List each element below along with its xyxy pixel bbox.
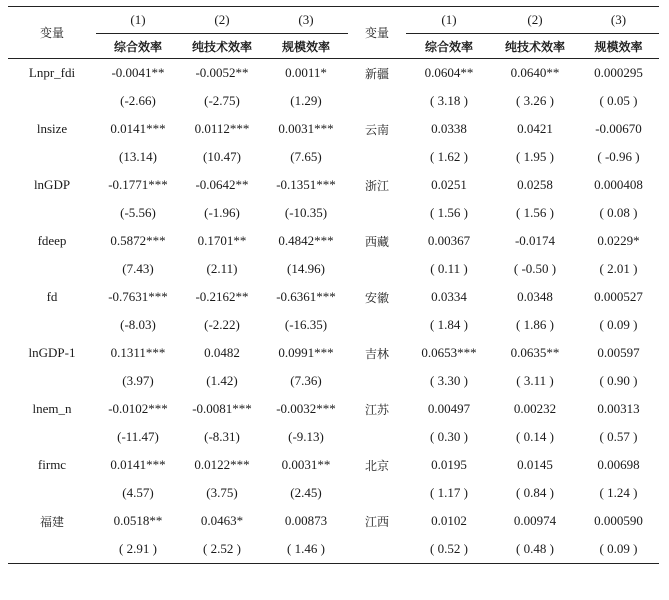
right-variable-name: 江苏 [364, 402, 389, 417]
table-row-t-statistics [8, 311, 659, 339]
table-row-coefficients [8, 59, 659, 88]
left-coefficient-cell: -0.0081*** [192, 401, 252, 416]
right-t-statistic-cell: ( 1.17 ) [430, 485, 468, 500]
left-t-statistic-cell: (-2.22) [204, 317, 240, 332]
left-column-number-3: (3) [264, 7, 348, 34]
left-t-statistic-cell: (-10.35) [284, 205, 328, 220]
left-coefficient-cell: 0.4842*** [278, 233, 334, 248]
right-column-number-2: (2) [492, 7, 578, 34]
left-t-statistic-cell: (-11.47) [117, 429, 159, 444]
left-column-title-1: 综合效率 [96, 34, 180, 59]
left-t-statistic-cell: (1.29) [290, 93, 322, 108]
table-row-t-statistics [8, 479, 659, 507]
left-t-statistic-cell: (-1.96) [204, 205, 240, 220]
table-row-t-statistics [8, 255, 659, 283]
blank-cell [8, 311, 96, 339]
left-t-statistic-cell: (2.45) [290, 485, 322, 500]
left-coefficient-cell: -0.0032*** [276, 401, 336, 416]
right-column-number-3: (3) [578, 7, 659, 34]
right-t-statistic-cell: ( 1.95 ) [516, 149, 554, 164]
left-t-statistic-cell: (-2.66) [120, 93, 156, 108]
header-row-column-numbers [8, 7, 659, 34]
right-coefficient-cell: 0.0195 [431, 457, 467, 472]
right-t-statistic-cell: ( 3.11 ) [516, 373, 554, 388]
left-coefficient-cell: 0.0122*** [194, 457, 250, 472]
right-coefficient-cell: 0.0102 [431, 513, 467, 528]
left-coefficient-cell: 0.0141*** [110, 457, 166, 472]
blank-cell [348, 143, 406, 171]
blank-cell [348, 311, 406, 339]
blank-cell [348, 535, 406, 564]
right-coefficient-cell: 0.0338 [431, 121, 467, 136]
left-t-statistic-cell: ( 1.46 ) [264, 535, 348, 564]
right-coefficient-cell: 0.00974 [513, 513, 557, 528]
left-variable-name: lnGDP [33, 177, 71, 192]
right-t-statistic-cell: ( -0.50 ) [513, 261, 557, 276]
left-t-statistic-cell: (2.11) [206, 261, 238, 276]
right-column-title-1: 综合效率 [406, 34, 492, 59]
blank-cell [8, 255, 96, 283]
right-column-title-2: 纯技术效率 [492, 34, 578, 59]
right-t-statistic-cell: ( 0.05 ) [599, 93, 638, 108]
right-variable-name: 江西 [364, 514, 389, 529]
right-coefficient-cell: 0.0653*** [421, 345, 477, 360]
right-t-statistic-cell: ( 0.57 ) [599, 429, 638, 444]
left-coefficient-cell: 0.0991*** [278, 345, 334, 360]
blank-cell [8, 423, 96, 451]
right-t-statistic-cell: ( 0.90 ) [599, 373, 638, 388]
table-row-t-statistics [8, 367, 659, 395]
right-coefficient-cell: 0.0640** [510, 65, 560, 80]
right-t-statistic-cell: ( 1.86 ) [516, 317, 554, 332]
blank-cell [8, 479, 96, 507]
left-variable-name: fdeep [37, 233, 67, 248]
left-coefficient-cell: 0.0011* [285, 65, 327, 80]
table-row-t-statistics [8, 423, 659, 451]
table-row-coefficients [8, 283, 659, 311]
left-coefficient-cell: 0.0482 [204, 345, 240, 360]
right-coefficient-cell: 0.0145 [517, 457, 553, 472]
right-t-statistic-cell: ( 0.30 ) [430, 429, 468, 444]
left-coefficient-cell: -0.1771*** [108, 177, 168, 192]
right-coefficient-cell: -0.0174 [514, 233, 556, 248]
right-coefficient-cell: 0.0348 [517, 289, 553, 304]
left-coefficient-cell: 0.0463* [200, 513, 244, 528]
right-coefficient-cell: 0.00367 [427, 233, 471, 248]
left-column-number-1: (1) [96, 7, 180, 34]
right-t-statistic-cell: ( 1.62 ) [430, 149, 468, 164]
right-coefficient-cell: 0.00313 [597, 401, 640, 416]
right-variable-name: 安徽 [364, 290, 389, 305]
left-variable-name: 福建 [39, 514, 64, 529]
table-row-t-statistics [8, 535, 659, 564]
right-coefficient-cell: 0.0229* [597, 233, 640, 248]
regression-results-table [8, 6, 659, 564]
blank-cell [8, 87, 96, 115]
right-coefficient-cell: 0.0421 [517, 121, 553, 136]
left-column-title-3: 规模效率 [264, 34, 348, 59]
right-t-statistic-cell: ( 3.18 ) [430, 93, 468, 108]
left-coefficient-cell: -0.0102*** [108, 401, 168, 416]
blank-cell [348, 479, 406, 507]
left-variable-name: lnGDP-1 [28, 345, 76, 360]
blank-cell [8, 367, 96, 395]
left-coefficient-cell: 0.1701** [197, 233, 247, 248]
table-row-coefficients [8, 227, 659, 255]
blank-cell [348, 255, 406, 283]
blank-cell [348, 367, 406, 395]
right-t-statistic-cell: ( 2.01 ) [599, 261, 638, 276]
left-coefficient-cell: 0.0031*** [278, 121, 334, 136]
right-variable-name: 吉林 [364, 346, 389, 361]
left-t-statistic-cell: (7.43) [122, 261, 154, 276]
table-row-coefficients [8, 115, 659, 143]
left-coefficient-cell: 0.0518** [113, 513, 163, 528]
right-t-statistic-cell: ( 1.56 ) [516, 205, 554, 220]
blank-cell [348, 87, 406, 115]
left-column-number-2: (2) [180, 7, 264, 34]
right-variable-name: 云南 [364, 122, 389, 137]
blank-cell [348, 423, 406, 451]
right-coefficient-cell: 0.0334 [431, 289, 467, 304]
left-t-statistic-cell: (7.65) [290, 149, 322, 164]
right-coefficient-cell: 0.0604** [424, 65, 474, 80]
right-variable-name: 新疆 [364, 66, 389, 81]
right-coefficient-cell: 0.00597 [597, 345, 640, 360]
table-row-coefficients [8, 451, 659, 479]
right-t-statistic-cell: ( 0.09 ) [578, 535, 659, 564]
left-coefficient-cell: 0.0141*** [110, 121, 166, 136]
left-t-statistic-cell: (1.42) [206, 373, 238, 388]
right-coefficient-cell: 0.00232 [513, 401, 557, 416]
right-t-statistic-cell: ( 1.24 ) [599, 485, 638, 500]
right-t-statistic-cell: ( 0.14 ) [516, 429, 554, 444]
right-t-statistic-cell: ( 0.09 ) [599, 317, 638, 332]
left-t-statistic-cell: (-8.03) [120, 317, 156, 332]
left-coefficient-cell: 0.5872*** [110, 233, 166, 248]
right-coefficient-cell: 0.0258 [517, 177, 553, 192]
right-t-statistic-cell: ( 1.56 ) [430, 205, 468, 220]
left-coefficient-cell: -0.7631*** [108, 289, 168, 304]
right-coefficient-cell: 0.00698 [597, 457, 640, 472]
left-t-statistic-cell: (3.75) [206, 485, 238, 500]
left-variable-name: Lnpr_fdi [28, 65, 76, 80]
right-t-statistic-cell: ( 3.30 ) [430, 373, 468, 388]
right-coefficient-cell: -0.00670 [595, 121, 642, 136]
right-coefficient-cell: 0.0635** [510, 345, 560, 360]
left-t-statistic-cell: (3.97) [122, 373, 154, 388]
left-t-statistic-cell: (-2.75) [204, 93, 240, 108]
header-row-column-titles [8, 34, 659, 59]
left-coefficient-cell: -0.6361*** [276, 289, 336, 304]
left-coefficient-cell: 0.1311*** [110, 345, 166, 360]
left-t-statistic-cell: (13.14) [119, 149, 157, 164]
left-variable-name: lnsize [36, 121, 68, 136]
blank-cell [8, 199, 96, 227]
table-row-t-statistics [8, 143, 659, 171]
right-coefficient-cell: 0.000590 [594, 513, 643, 528]
right-t-statistic-cell: ( -0.96 ) [597, 149, 640, 164]
left-t-statistic-cell: (4.57) [122, 485, 154, 500]
blank-cell [348, 199, 406, 227]
left-t-statistic-cell: (14.96) [287, 261, 325, 276]
left-column-title-2: 纯技术效率 [180, 34, 264, 59]
right-variable-name: 西藏 [364, 234, 389, 249]
table-row-t-statistics [8, 199, 659, 227]
left-coefficient-cell: -0.0041** [111, 65, 165, 80]
table-row-coefficients [8, 171, 659, 199]
right-variable-name: 北京 [364, 458, 389, 473]
left-coefficient-cell: -0.1351*** [276, 177, 336, 192]
left-variable-name: firmc [37, 457, 67, 472]
right-coefficient-cell: 0.000527 [594, 289, 643, 304]
left-coefficient-cell: -0.2162** [195, 289, 249, 304]
right-t-statistic-cell: ( 0.52 ) [406, 535, 492, 564]
left-variable-header: 变量 [8, 7, 96, 59]
table-row-coefficients [8, 507, 659, 535]
left-coefficient-cell: 0.0112*** [194, 121, 250, 136]
right-coefficient-cell: 0.000408 [594, 177, 643, 192]
left-variable-name: lnem_n [32, 401, 72, 416]
right-column-number-1: (1) [406, 7, 492, 34]
table-row-coefficients [8, 339, 659, 367]
right-coefficient-cell: 0.0251 [431, 177, 467, 192]
left-coefficient-cell: -0.0052** [195, 65, 249, 80]
left-t-statistic-cell: (10.47) [203, 149, 241, 164]
right-t-statistic-cell: ( 0.48 ) [492, 535, 578, 564]
left-t-statistic-cell: (-16.35) [284, 317, 328, 332]
right-column-title-3: 规模效率 [578, 34, 659, 59]
left-coefficient-cell: 0.00873 [284, 513, 328, 528]
right-coefficient-cell: 0.000295 [594, 65, 643, 80]
right-t-statistic-cell: ( 3.26 ) [516, 93, 554, 108]
left-t-statistic-cell: (-5.56) [120, 205, 156, 220]
left-t-statistic-cell: (-9.13) [288, 429, 324, 444]
right-coefficient-cell: 0.00497 [427, 401, 471, 416]
right-variable-header: 变量 [348, 7, 406, 59]
left-t-statistic-cell: ( 2.91 ) [96, 535, 180, 564]
right-variable-name: 浙江 [364, 178, 389, 193]
right-t-statistic-cell: ( 1.84 ) [430, 317, 468, 332]
left-t-statistic-cell: ( 2.52 ) [180, 535, 264, 564]
right-t-statistic-cell: ( 0.84 ) [516, 485, 554, 500]
left-t-statistic-cell: (7.36) [290, 373, 322, 388]
left-coefficient-cell: 0.0031** [281, 457, 331, 472]
right-t-statistic-cell: ( 0.11 ) [430, 261, 468, 276]
left-variable-name: fd [46, 289, 58, 304]
left-coefficient-cell: -0.0642** [195, 177, 249, 192]
table-row-t-statistics [8, 87, 659, 115]
left-t-statistic-cell: (-8.31) [204, 429, 240, 444]
table-body [8, 59, 659, 564]
blank-cell [8, 535, 96, 564]
blank-cell [8, 143, 96, 171]
right-t-statistic-cell: ( 0.08 ) [599, 205, 638, 220]
table-row-coefficients [8, 395, 659, 423]
